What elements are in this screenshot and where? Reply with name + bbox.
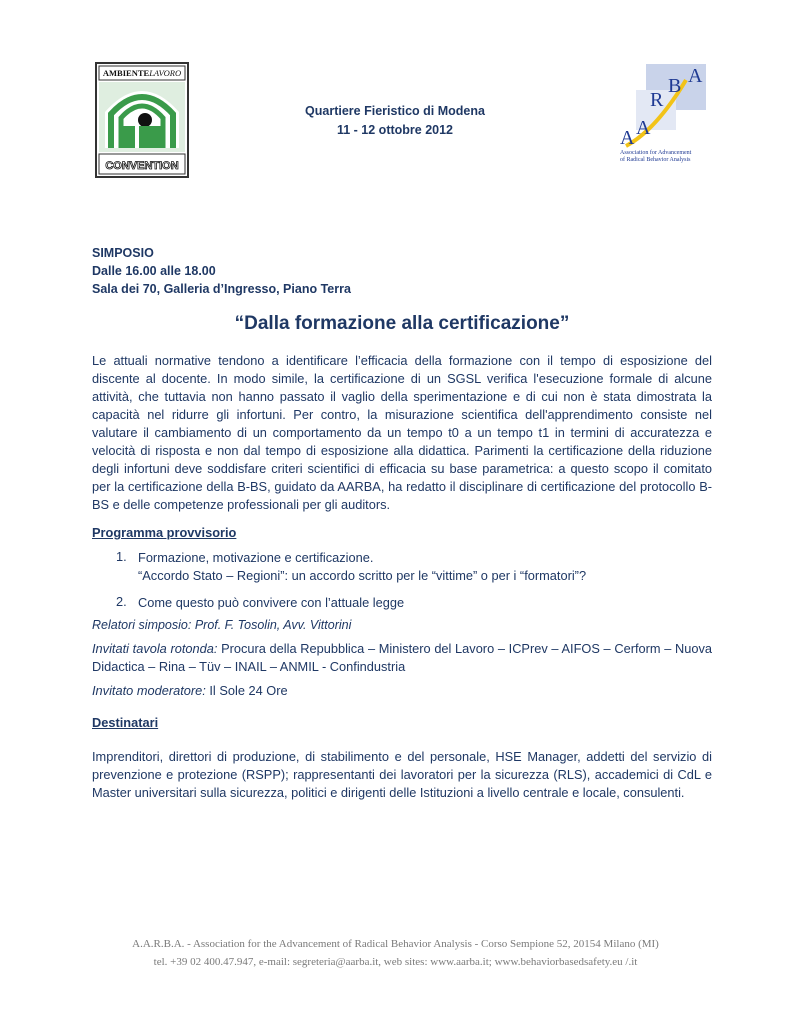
svg-text:R: R [650,89,664,111]
invitati-paragraph [92,640,712,676]
list-item-text: “Accordo Stato – Regioni”: un accordo scritto per le “vittime” o per i “formatori”? [138,568,587,583]
document-title: “Dalla formazione alla certificazione” [234,313,570,334]
svg-text:A: A [620,127,635,149]
svg-text:B: B [668,75,682,97]
ambientelavoro-convention-logo [95,62,189,178]
relatori-line: Relatori simposio: Prof. F. Tosolin, Avv. Vittorini [92,618,352,632]
svg-text:A: A [688,65,703,87]
svg-text:A: A [636,117,651,139]
moderatore-line [92,683,288,698]
event-venue: Quartiere Fieristico di Modena [305,104,485,118]
svg-text:of Radical Behavior Analysis: of Radical Behavior Analysis [620,157,691,163]
svg-text:CONVENTION: CONVENTION [105,160,179,172]
event-dates: 11 - 12 ottobre 2012 [336,123,454,137]
footer-address: A.A.R.B.A. - Association for the Advancement of Radical Behavior Analysis - Corso Sempione 52, 20154 Milano (MI) [132,938,659,950]
session-type: SIMPOSIO [92,246,154,260]
moderatore-label: Invitato moderatore: [92,683,206,698]
list-item-number: 1. [116,549,127,564]
footer-contacts: tel. +39 02 400.47.947, e-mail: segreteria@aarba.it, web sites: www.aarba.it; www.behaviorbasedsafety.eu /.it [153,956,638,968]
moderatore-text: Il Sole 24 Ore [205,683,288,698]
intro-paragraph: Le attuali normative tendono a identificare l’efficacia della formazione con il tempo di esposizione del discente al docente. In modo simile, la certificazione di un SGSL verifica l'esecuzione formale di alcune attività, che tuttavia non hanno passato il vaglio della sperimentazione e di cui non è stata dimostrata la capacità nel ridurre gli infortuni. Per contro, la misurazione scientifica dell'apprendimento consiste nel valutare il cambiamento di un comportamento da un tempo t0 a un tempo t1 in termini di accuratezza e velocità di risposta e non dal tempo di esposizione alla didattica. Parimenti la certificazione della riduzione degli infortuni deve soddisfare criteri scientifici di efficacia su base parametrica: a questo scopo il comitato per la certificazione della B-BS, guidato da AARBA, ha redatto il disciplinare di certificazione del protocollo B-BS e delle competenze professionali per gli auditors. [92,353,712,512]
destinatari-paragraph: Imprenditori, direttori di produzione, di stabilimento e del personale, HSE Manager, addetti del servizio di prevenzione e protezione (RSPP); rappresentanti dei lavoratori per la sicurezza (RLS), accademici di CdL e Master universitari sulla sicurezza, politici e dirigenti delle Istituzioni a livello centrale e locale, consulenti. [92,749,712,800]
invitati-text: Procura della Repubblica – Ministero del Lavoro – ICPrev – AIFOS – Cerform – Nuova Didactica – Rina – Tüv – INAIL – ANMIL - Confindustria [92,641,712,674]
list-item-number: 2. [116,594,127,609]
invitati-label: Invitati tavola rotonda: [92,641,218,656]
session-time: Dalle 16.00 alle 18.00 [92,264,216,278]
session-room: Sala dei 70, Galleria d’Ingresso, Piano Terra [92,282,351,296]
svg-text:AMBIENTELAVORO: AMBIENTELAVORO [102,68,182,78]
programma-heading: Programma provvisorio [92,525,237,540]
svg-text:Association for Advancement: Association for Advancement [620,150,692,156]
list-item-text: Formazione, motivazione e certificazione. [138,550,374,565]
destinatari-heading: Destinatari [92,715,159,730]
list-item-text: Come questo può convivere con l’attuale legge [138,595,405,610]
aarba-logo [616,60,708,164]
